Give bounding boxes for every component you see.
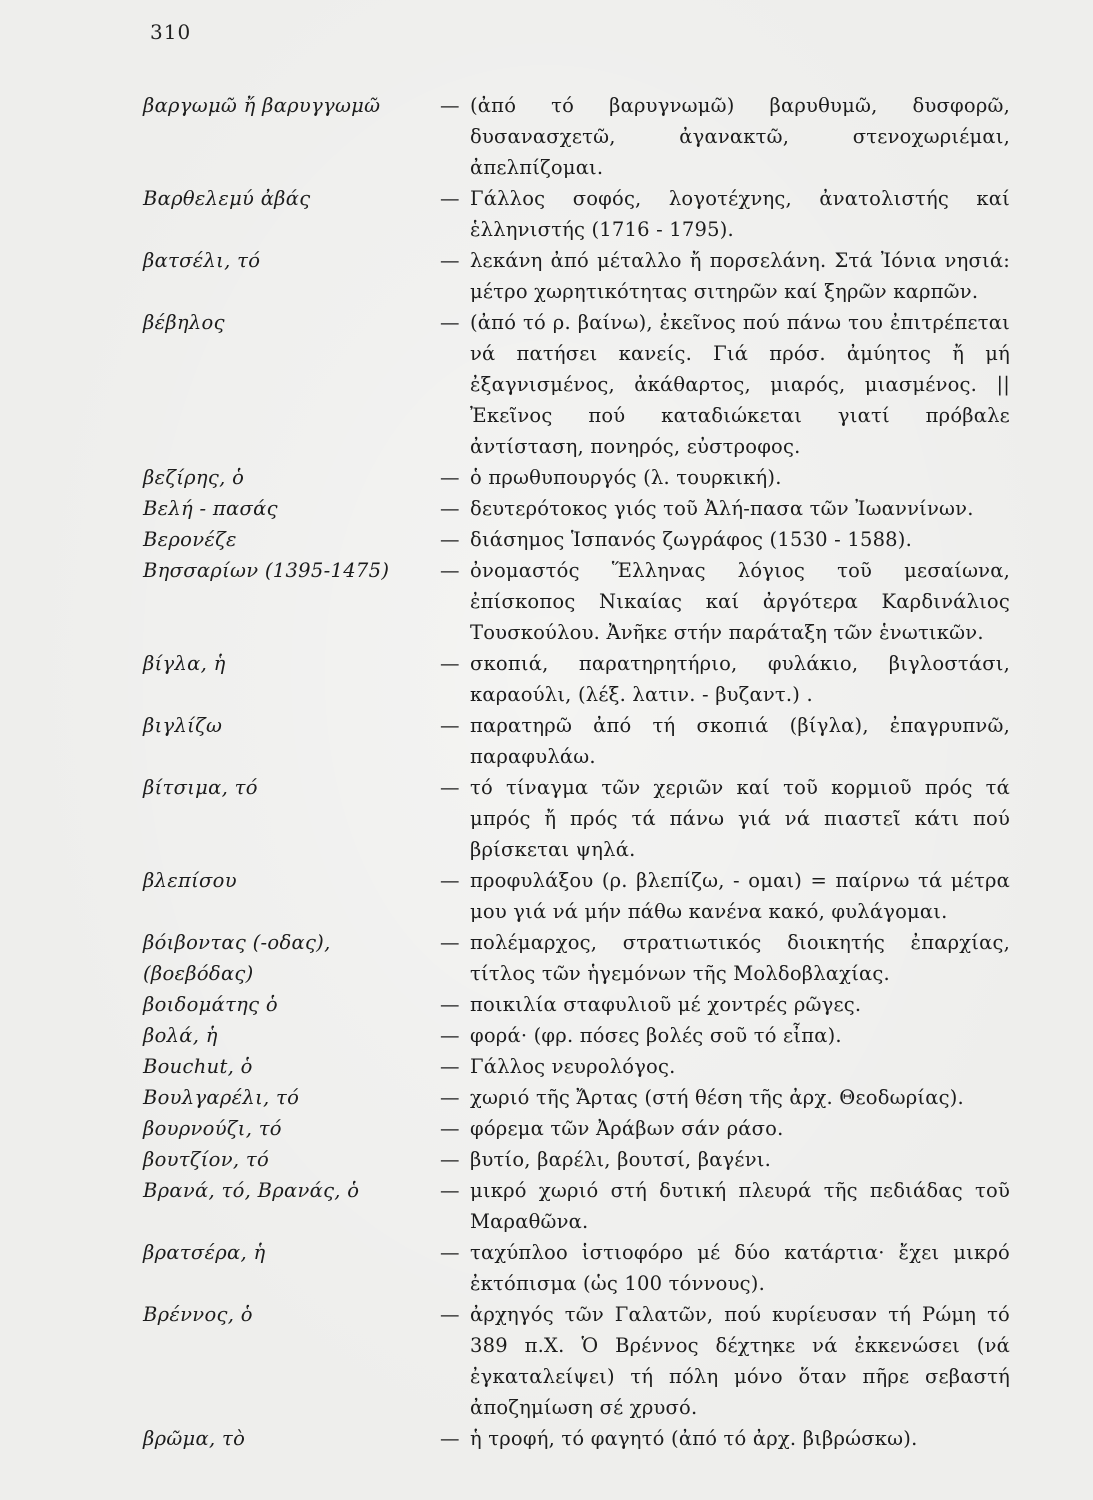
entry-definition: ἡ τροφή, τό φαγητό (ἀπό τό ἀρχ. βιβρώσκω). — [470, 1427, 918, 1450]
glossary-entry — [0, 90, 1093, 183]
entry-definition: βυτίο, βαρέλι, βουτσί, βαγένι. — [470, 1148, 772, 1171]
entry-term: βιγλίζω — [143, 714, 223, 737]
entry-definition: ἀρχηγός τῶν Γαλατῶν, πού κυρίευσαν τή Ρώμη τό 389 π.Χ. Ὁ Βρέννος δέχτηκε νά ἐκκενώσει (νά ἐγκαταλείψει) τή πόλη μόνο ὅταν πῆρε σεβαστή ἀποζημίωση σέ χρυσό. — [470, 1303, 1010, 1419]
entry-dash: — — [440, 528, 460, 551]
entry-term: Βελή - πασάς — [143, 497, 278, 520]
glossary-entry — [0, 865, 1093, 927]
entry-dash: — — [440, 1055, 460, 1078]
entry-dash: — — [440, 1117, 460, 1140]
entry-term: βεζίρης, ὁ — [143, 466, 245, 489]
entry-dash: — — [440, 869, 460, 892]
entry-dash: — — [440, 1024, 460, 1047]
entry-term: βόιβοντας (-οδας), (βοεβόδας) — [143, 931, 331, 985]
entry-definition: προφυλάξου (ρ. βλεπίζω, - ομαι) = παίρνω τά μέτρα μου γιά νά μήν πάθω κανένα κακό, φυλάγομαι. — [470, 869, 1010, 923]
glossary-entry — [0, 1175, 1093, 1237]
entry-definition: παρατηρῶ ἀπό τή σκοπιά (βίγλα), ἐπαγρυπνῶ, παραφυλάω. — [470, 714, 1010, 768]
glossary-entry — [0, 648, 1093, 710]
entry-dash: — — [440, 187, 460, 210]
entry-dash: — — [440, 931, 460, 954]
glossary-entry — [0, 307, 1093, 462]
glossary-entry — [0, 524, 1093, 555]
entry-term: βουτζίον, τό — [143, 1148, 269, 1171]
page-number: 310 — [150, 20, 192, 44]
entry-term: βαργωμῶ ἤ βαρυγγωμῶ — [143, 94, 381, 117]
glossary-entry — [0, 1144, 1093, 1175]
entry-definition: ὀνομαστός Ἕλληνας λόγιος τοῦ μεσαίωνα, ἐπίσκοπος Νικαίας καί ἀργότερα Καρδινάλιος Τουσκούλου. Ἀνῆκε στήν παράταξη τῶν ἑνωτικῶν. — [470, 559, 1010, 644]
entry-dash: — — [440, 94, 460, 117]
entry-definition: σκοπιά, παρατηρητήριο, φυλάκιο, βιγλοστάσι, καραούλι, (λέξ. λατιν. - βυζαντ.) . — [470, 652, 1010, 706]
entry-dash: — — [440, 1241, 460, 1264]
glossary-entry — [0, 772, 1093, 865]
entry-definition: (ἀπό τό ρ. βαίνω), ἐκεῖνος πού πάνω του ἐπιτρέπεται νά πατήσει κανείς. Γιά πρόσ. ἀμύητος ἤ μή ἐξαγνισμένος, ἀκάθαρτος, μιαρός, μιασμένος. || Ἐκεῖνος πού καταδιώκεται γιατί πρόβαλε ἀντίσταση, πονηρός, εὐστροφος. — [470, 311, 1010, 458]
glossary-entry — [0, 245, 1093, 307]
entry-dash: — — [440, 652, 460, 675]
glossary-entry — [0, 927, 1093, 989]
entry-definition: ποικιλία σταφυλιοῦ μέ χοντρές ρῶγες. — [470, 993, 862, 1016]
glossary-entry — [0, 1051, 1093, 1082]
glossary-entry — [0, 1237, 1093, 1299]
glossary-entry — [0, 462, 1093, 493]
entry-definition: ὁ πρωθυπουργός (λ. τουρκική). — [470, 466, 782, 489]
entry-dash: — — [440, 311, 460, 334]
glossary-entry — [0, 1082, 1093, 1113]
entry-term: βοιδομάτης ὁ — [143, 993, 278, 1016]
entry-term: βρατσέρα, ἡ — [143, 1241, 266, 1264]
entry-definition: μικρό χωριό στή δυτική πλευρά τῆς πεδιάδας τοῦ Μαραθῶνα. — [470, 1179, 1010, 1233]
entry-definition: (ἀπό τό βαρυγνωμῶ) βαρυθυμῶ, δυσφορῶ, δυσανασχετῶ, ἀγανακτῶ, στενοχωριέμαι, ἀπελπίζομαι. — [470, 94, 1010, 179]
entry-definition: τό τίναγμα τῶν χεριῶν καί τοῦ κορμιοῦ πρός τά μπρός ἤ πρός τά πάνω γιά νά πιαστεῖ κάτι πού βρίσκεται ψηλά. — [470, 776, 1010, 861]
entry-term: Βαρθελεμύ ἀβάς — [143, 187, 311, 210]
entry-dash: — — [440, 559, 460, 582]
entry-dash: — — [440, 776, 460, 799]
glossary-entry — [0, 989, 1093, 1020]
entry-term: βρῶμα, τὸ — [143, 1427, 246, 1450]
entry-definition: ταχύπλοο ἱστιοφόρο μέ δύο κατάρτια· ἔχει μικρό ἐκτόπισμα (ὡς 100 τόννους). — [470, 1241, 1010, 1295]
entry-dash: — — [440, 249, 460, 272]
entry-term: βλεπίσου — [143, 869, 237, 892]
entry-term: Βρανά, τό, Βρανάς, ὁ — [143, 1179, 360, 1202]
entry-term: βίγλα, ἡ — [143, 652, 226, 675]
entry-term: Βουλγαρέλι, τό — [143, 1086, 300, 1109]
glossary-entry — [0, 710, 1093, 772]
entry-definition: πολέμαρχος, στρατιωτικός διοικητής ἐπαρχίας, τίτλος τῶν ἡγεμόνων τῆς Μολδοβλαχίας. — [470, 931, 1010, 985]
entry-term: Βερονέζε — [143, 528, 237, 551]
entry-dash: — — [440, 1303, 460, 1326]
entry-term: βουρνούζι, τό — [143, 1117, 282, 1140]
entry-term: βολά, ἡ — [143, 1024, 218, 1047]
entry-term: Βησσαρίων (1395-1475) — [143, 559, 390, 582]
entry-definition: λεκάνη ἀπό μέταλλο ἤ πορσελάνη. Στά Ἰόνια νησιά: μέτρο χωρητικότητας σιτηρῶν καί ξηρῶν καρπῶν. — [470, 249, 1010, 303]
entry-term: βίτσιμα, τό — [143, 776, 258, 799]
glossary-entries — [0, 90, 1093, 1454]
glossary-entry — [0, 1423, 1093, 1454]
entry-dash: — — [440, 714, 460, 737]
entry-dash: — — [440, 1179, 460, 1202]
glossary-entry — [0, 1299, 1093, 1423]
entry-term: Bouchut, ὁ — [143, 1055, 253, 1078]
entry-dash: — — [440, 1086, 460, 1109]
entry-definition: Γάλλος νευρολόγος. — [470, 1055, 676, 1078]
entry-dash: — — [440, 993, 460, 1016]
glossary-entry — [0, 1020, 1093, 1051]
entry-term: Βρέννος, ὁ — [143, 1303, 253, 1326]
entry-definition: διάσημος Ἱσπανός ζωγράφος (1530 - 1588). — [470, 528, 912, 551]
entry-term: βέβηλος — [143, 311, 225, 334]
entry-definition: φόρεμα τῶν Ἀράβων σάν ράσο. — [470, 1117, 784, 1140]
entry-definition: φορά· (φρ. πόσες βολές σοῦ τό εἶπα). — [470, 1024, 842, 1047]
glossary-entry — [0, 493, 1093, 524]
entry-dash: — — [440, 466, 460, 489]
glossary-entry — [0, 1113, 1093, 1144]
entry-term: βατσέλι, τό — [143, 249, 261, 272]
entry-definition: χωριό τῆς Ἄρτας (στή θέση τῆς ἀρχ. Θεοδωρίας). — [470, 1086, 964, 1109]
entry-dash: — — [440, 1148, 460, 1171]
entry-dash: — — [440, 1427, 460, 1450]
entry-definition: Γάλλος σοφός, λογοτέχνης, ἀνατολιστής καί ἑλληνιστής (1716 - 1795). — [470, 187, 1010, 241]
entry-definition: δευτερότοκος γιός τοῦ Ἀλή-πασα τῶν Ἰωαννίνων. — [470, 497, 974, 520]
glossary-entry — [0, 183, 1093, 245]
entry-dash: — — [440, 497, 460, 520]
glossary-entry — [0, 555, 1093, 648]
